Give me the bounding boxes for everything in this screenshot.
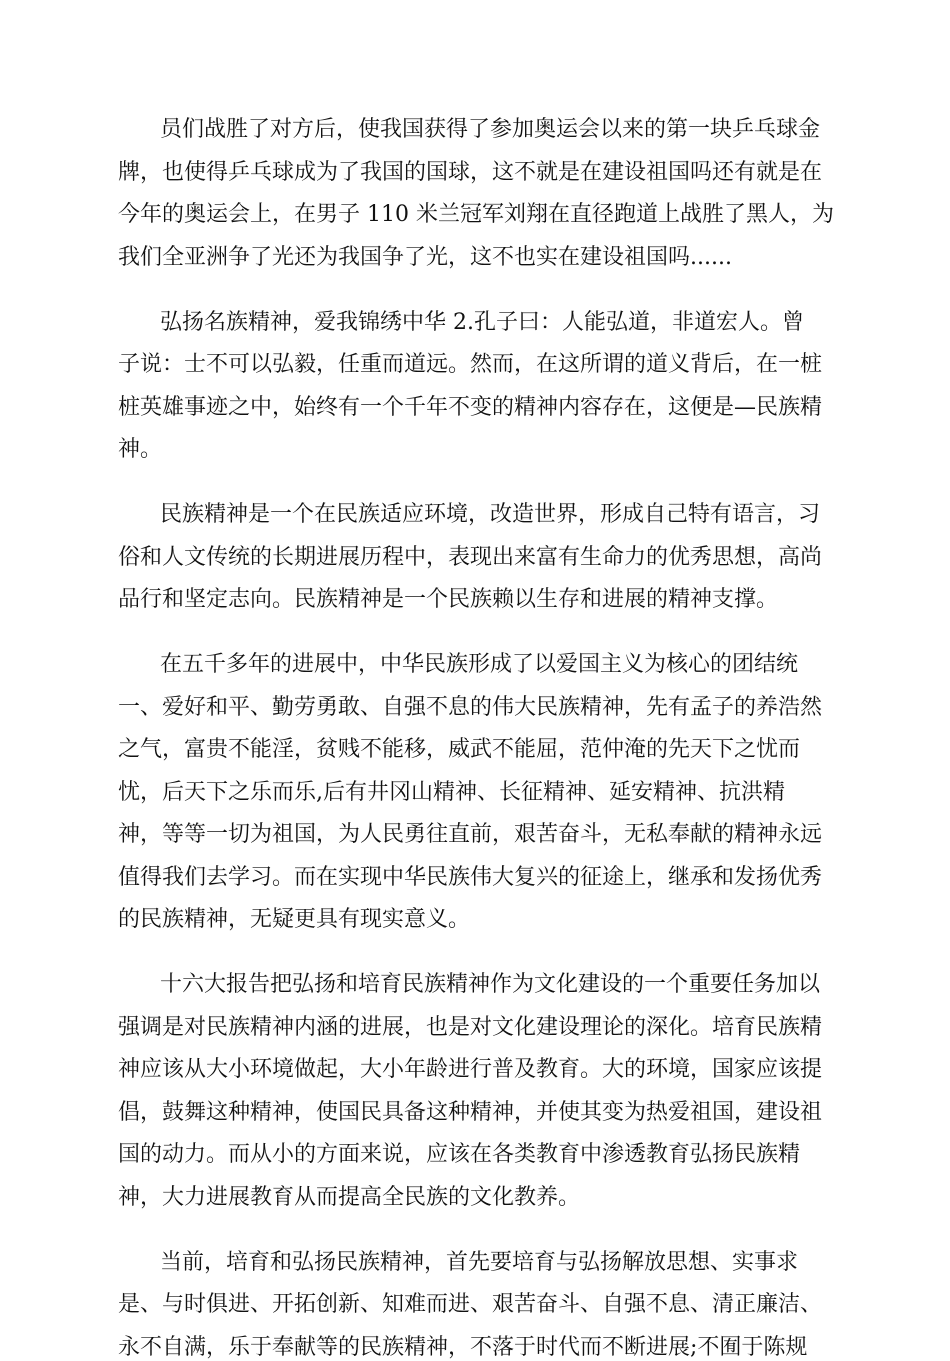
text-line: 值得我们去学习。而在实现中华民族伟大复兴的征途上，继承和发扬优秀: [118, 865, 823, 890]
text-line: 民族精神是一个在民族适应环境，改造世界，形成自己特有语言，习: [160, 502, 821, 527]
text-line: 我们全亚洲争了光还为我国争了光，这不也实在建设祖国吗......: [118, 245, 732, 270]
text-line: 一、爱好和平、勤劳勇敢、自强不息的伟大民族精神，先有孟子的养浩然: [118, 695, 823, 720]
text-line: 桩英雄事迹之中，始终有一个千年不变的精神内容存在，这便是—民族精: [118, 395, 823, 420]
text-line: 当前，培育和弘扬民族精神，首先要培育与弘扬解放思想、实事求: [160, 1250, 799, 1275]
text-line: 十六大报告把弘扬和培育民族精神作为文化建设的一个重要任务加以: [160, 972, 821, 997]
text-line: 神，大力进展教育从而提高全民族的文化教养。: [118, 1185, 581, 1210]
text-line: 俗和人文传统的长期进展历程中，表现出来富有生命力的优秀思想，高尚: [118, 545, 823, 570]
text-line: 强调是对民族精神内涵的进展，也是对文化建设理论的深化。培育民族精: [118, 1015, 823, 1040]
text-line: 神应该从大小环境做起，大小年龄进行普及教育。大的环境，国家应该提: [118, 1057, 823, 1082]
text-line: 在五千多年的进展中，中华民族形成了以爱国主义为核心的团结统: [160, 652, 799, 677]
text-line: 弘扬名族精神，爱我锦绣中华 2.孔子曰：人能弘道，非道宏人。曾: [160, 310, 804, 335]
text-line: 忧，后天下之乐而乐,后有井冈山精神、长征精神、延安精神、抗洪精: [118, 780, 785, 805]
text-line: 子说：士不可以弘毅，任重而道远。然而，在这所谓的道义背后，在一桩: [118, 352, 823, 377]
text-line: 牌，也使得乒乓球成为了我国的国球，这不就是在建设祖国吗还有就是在: [118, 160, 823, 185]
text-line: 今年的奥运会上，在男子 110 米兰冠军刘翔在直径跑道上战胜了黑人，为: [118, 202, 834, 227]
text-line: 之气，富贵不能淫，贫贱不能移，威武不能屈，范仲淹的先天下之忧而: [118, 737, 801, 762]
text-line: 倡，鼓舞这种精神，使国民具备这种精神，并使其变为热爱祖国，建设祖: [118, 1100, 823, 1125]
text-line: 员们战胜了对方后，使我国获得了参加奥运会以来的第一块乒乓球金: [160, 117, 821, 142]
text-line: 是、与时俱进、开拓创新、知难而进、艰苦奋斗、自强不息、清正廉洁、: [118, 1292, 823, 1317]
text-line: 国的动力。而从小的方面来说，应该在各类教育中渗透教育弘扬民族精: [118, 1142, 801, 1167]
text-line: 神，等等一切为祖国，为人民勇往直前，艰苦奋斗，无私奉献的精神永远: [118, 822, 823, 847]
text-line: 永不自满，乐于奉献等的民族精神，不落于时代而不断进展;不囿于陈规: [118, 1335, 808, 1360]
text-line: 的民族精神，无疑更具有现实意义。: [118, 907, 471, 932]
text-line: 品行和坚定志向。民族精神是一个民族赖以生存和进展的精神支撑。: [118, 587, 779, 612]
text-line: 神。: [118, 437, 163, 462]
